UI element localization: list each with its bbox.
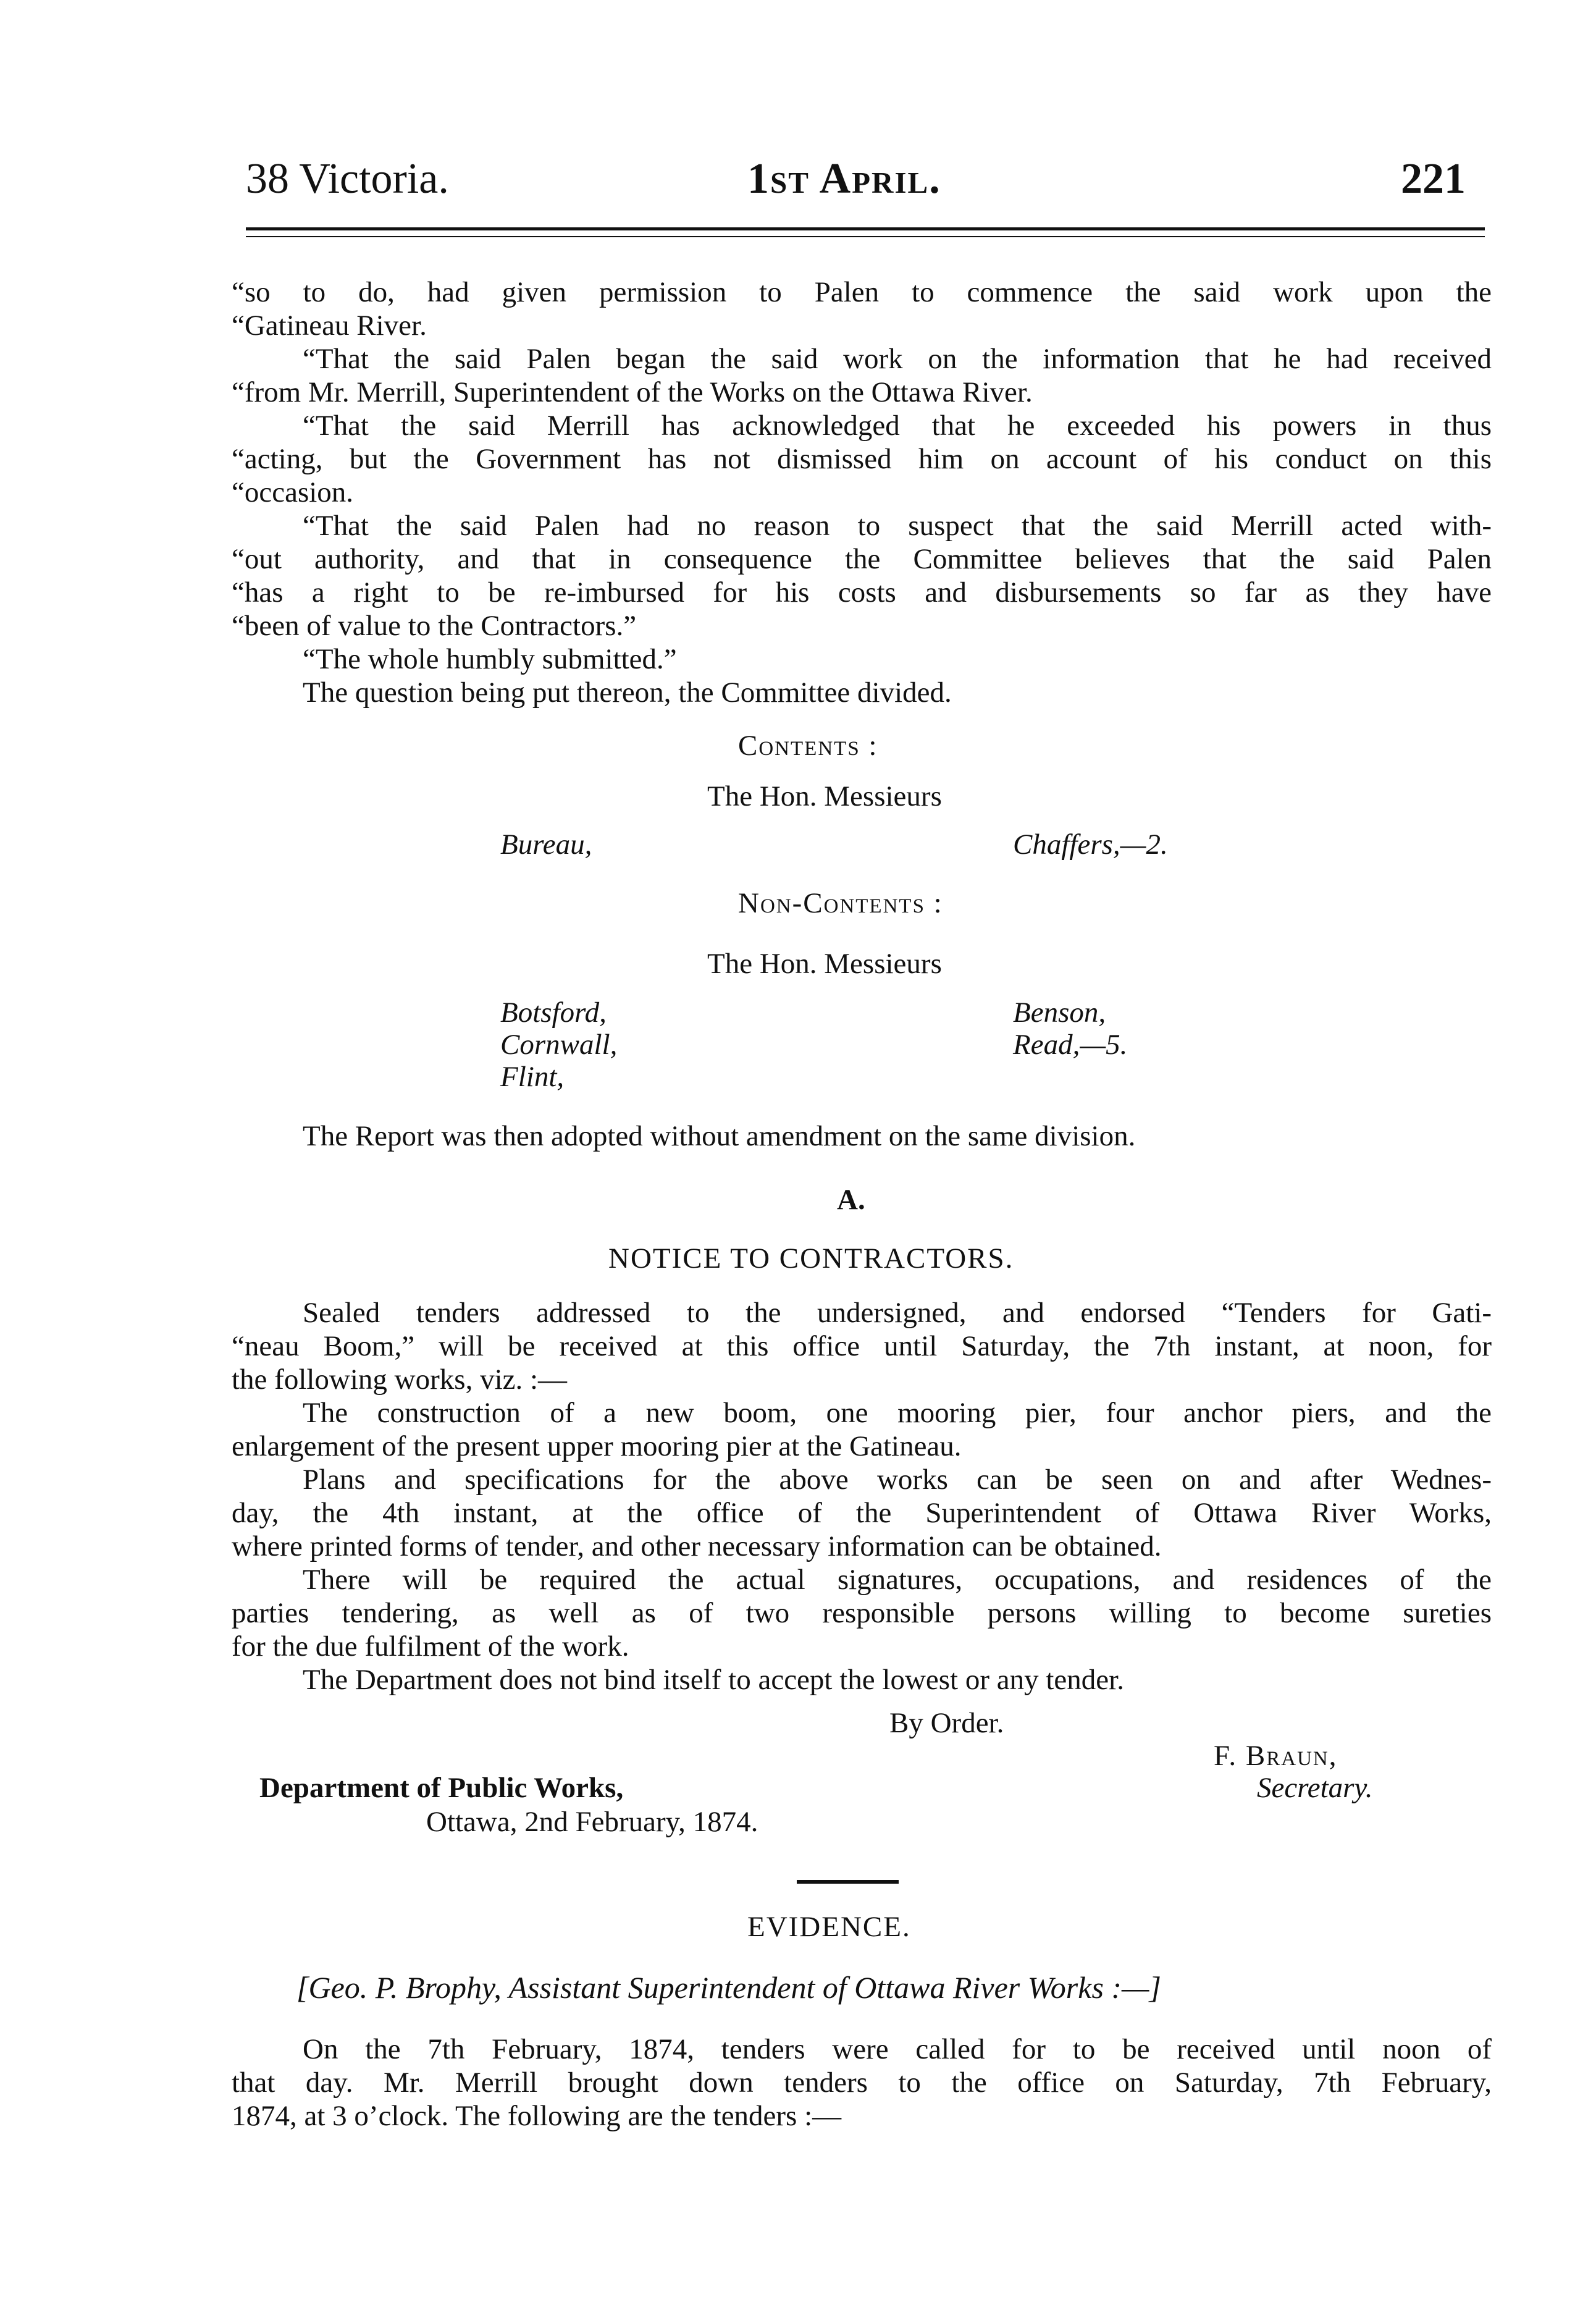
- text-line: where printed forms of tender, and other necessary information can be obtained.: [232, 1530, 1162, 1562]
- signer-name: F. Braun,: [1214, 1740, 1338, 1772]
- text-line: “so to do, had given permission to Palen to commence the said work upon the: [232, 276, 1492, 308]
- text-line: that day. Mr. Merrill brought down tenders to the office on Saturday, 7th February,: [232, 2067, 1492, 2099]
- evidence-title: EVIDENCE.: [747, 1911, 911, 1943]
- header-rule-thick: [246, 227, 1485, 230]
- text-line: “from Mr. Merrill, Superintendent of the Works on the Ottawa River.: [232, 376, 1033, 408]
- noncontents-messieurs: The Hon. Messieurs: [707, 948, 942, 980]
- text-line: “acting, but the Government has not dismissed him on account of his conduct on this: [232, 443, 1492, 475]
- division-result: The Report was then adopted without amendment on the same division.: [303, 1120, 1136, 1152]
- text-line: 1874, at 3 o’clock. The following are the tenders :—: [232, 2100, 842, 2132]
- text-line: parties tendering, as well as of two responsible persons willing to become sureties: [232, 1597, 1492, 1629]
- witness-heading: [Geo. P. Brophy, Assistant Superintendent of Ottawa River Works :—]: [296, 1970, 1161, 2005]
- text-line: “been of value to the Contractors.”: [232, 610, 637, 642]
- text-line: “The whole humbly submitted.”: [303, 643, 677, 675]
- text-line: “That the said Palen began the said work on the information that he had received: [303, 343, 1492, 375]
- section-divider: [797, 1880, 899, 1884]
- text-line: “occasion.: [232, 476, 354, 508]
- noncontents-left-name: Botsford,: [500, 997, 607, 1029]
- header-session: 38 Victoria.: [246, 155, 449, 203]
- text-line: “neau Boom,” will be received at this office until Saturday, the 7th instant, at noon, for: [232, 1330, 1492, 1362]
- noncontents-left-name: Flint,: [500, 1061, 565, 1093]
- text-line: Plans and specifications for the above works can be seen on and after Wednes-: [303, 1464, 1492, 1496]
- contents-left-name: Bureau,: [500, 828, 592, 861]
- text-line: “has a right to be re-imbursed for his costs and disbursements so far as they have: [232, 576, 1492, 609]
- signer-title: Secretary.: [1257, 1772, 1373, 1804]
- evidence-body: [232, 2033, 1492, 2133]
- text-line: day, the 4th instant, at the office of the Superintendent of Ottawa River Works,: [232, 1497, 1492, 1529]
- header-rule-thin: [246, 236, 1485, 237]
- text-line: The construction of a new boom, one mooring pier, four anchor piers, and the: [303, 1397, 1492, 1429]
- notice-body: [232, 1296, 1492, 1696]
- notice-place-date: Ottawa, 2nd February, 1874.: [426, 1806, 758, 1838]
- text-line: “That the said Palen had no reason to suspect that the said Merrill acted with-: [303, 510, 1492, 542]
- header-date: 1st April.: [747, 155, 941, 203]
- contents-messieurs: The Hon. Messieurs: [707, 780, 942, 812]
- text-line: the following works, viz. :—: [232, 1363, 568, 1396]
- noncontents-right-name: Benson,: [1013, 997, 1106, 1029]
- text-line: “Gatineau River.: [232, 310, 427, 342]
- contents-right-name: Chaffers,—2.: [1013, 828, 1168, 861]
- page-number: 221: [1401, 155, 1466, 203]
- notice-title: NOTICE TO CONTRACTORS.: [608, 1242, 1014, 1275]
- noncontents-heading: Non-Contents :: [738, 887, 943, 919]
- text-line: “That the said Merrill has acknowledged that he exceeded his powers in thus: [303, 410, 1492, 442]
- text-line: enlargement of the present upper mooring pier at the Gatineau.: [232, 1430, 962, 1462]
- text-line: On the 7th February, 1874, tenders were called for to be received until noon of: [303, 2033, 1492, 2065]
- text-line: Sealed tenders addressed to the undersigned, and endorsed “Tenders for Gati-: [303, 1297, 1492, 1329]
- text-line: The question being put thereon, the Committee divided.: [303, 676, 952, 709]
- report-text: [232, 276, 1492, 709]
- text-line: “out authority, and that in consequence the Committee believes that the said Palen: [232, 543, 1492, 575]
- noncontents-right-name: Read,—5.: [1013, 1029, 1128, 1061]
- by-order: By Order.: [889, 1707, 1004, 1739]
- noncontents-left-name: Cornwall,: [500, 1029, 618, 1061]
- text-line: There will be required the actual signatures, occupations, and residences of the: [303, 1564, 1492, 1596]
- contents-heading: Contents :: [738, 730, 878, 762]
- text-line: The Department does not bind itself to accept the lowest or any tender.: [303, 1664, 1124, 1696]
- appendix-letter: A.: [837, 1184, 865, 1216]
- text-line: for the due fulfilment of the work.: [232, 1630, 629, 1663]
- department-name: Department of Public Works,: [259, 1772, 624, 1804]
